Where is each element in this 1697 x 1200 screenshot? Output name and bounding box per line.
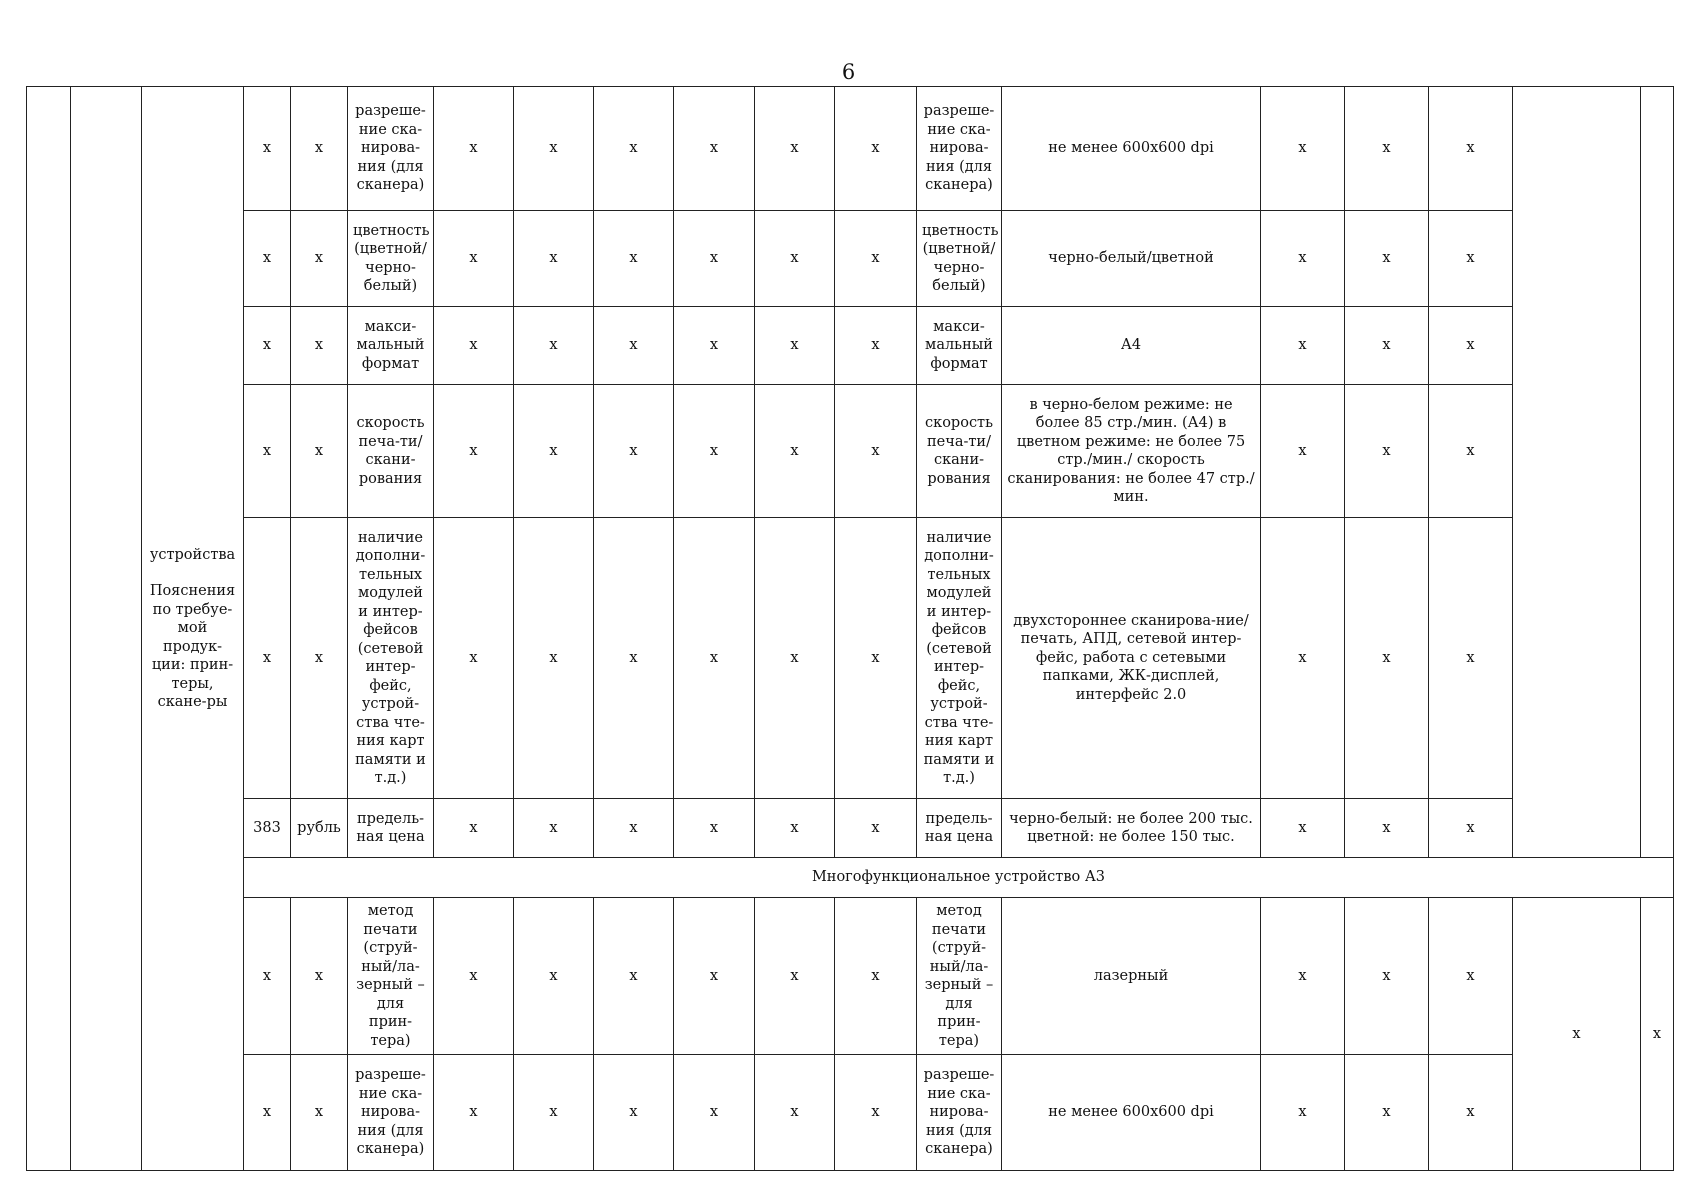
x-cell: x	[835, 1055, 917, 1171]
x-cell: x	[835, 799, 917, 858]
x-cell: x	[1429, 1055, 1513, 1171]
unit-cell: x	[291, 385, 348, 518]
x-cell: x	[755, 211, 835, 307]
x-cell: x	[514, 211, 594, 307]
characteristic-cell: разреше-ние ска-нирова-ния (для сканера)	[348, 1055, 434, 1171]
x-cell: x	[514, 307, 594, 385]
x-cell: x	[835, 211, 917, 307]
x-cell: x	[1261, 211, 1345, 307]
code-cell: x	[244, 385, 291, 518]
x-cell: x	[755, 518, 835, 799]
x-cell: x	[1345, 898, 1429, 1055]
x-cell: x	[434, 799, 514, 858]
x-cell: x	[514, 799, 594, 858]
x-cell: x	[594, 898, 674, 1055]
x-cell: x	[1429, 898, 1513, 1055]
x-cell: x	[674, 385, 755, 518]
code-cell: x	[244, 211, 291, 307]
table-row	[27, 1055, 1674, 1171]
x-cell: x	[1641, 898, 1674, 1171]
value-cell: двухстороннее сканирова-ние/печать, АПД, сетевой интер-фейс, работа с сетевыми папками, ЖК-дисплей, интерфейс 2.0	[1002, 518, 1261, 799]
x-cell: x	[755, 799, 835, 858]
characteristic-cell: наличие дополни-тельных модулей и интер-фейсов (сетевой интер-фейс, устрой-ства чте-ния карт памяти и т.д.)	[917, 518, 1002, 799]
unit-cell: x	[291, 898, 348, 1055]
table-row	[27, 799, 1674, 858]
code-cell: x	[244, 518, 291, 799]
x-cell: x	[594, 211, 674, 307]
value-cell: А4	[1002, 307, 1261, 385]
table-row	[27, 87, 1674, 211]
x-cell: x	[594, 307, 674, 385]
x-cell: x	[1345, 87, 1429, 211]
x-cell: x	[1261, 87, 1345, 211]
x-cell: x	[835, 307, 917, 385]
x-cell: x	[594, 799, 674, 858]
x-cell: x	[835, 87, 917, 211]
unit-cell: x	[291, 518, 348, 799]
unit-cell: рубль	[291, 799, 348, 858]
x-cell: x	[1345, 799, 1429, 858]
characteristic-cell: цветность (цветной/ черно-белый)	[348, 211, 434, 307]
x-cell: x	[755, 385, 835, 518]
x-cell: x	[514, 385, 594, 518]
value-cell: черно-белый: не более 200 тыс. цветной: не более 150 тыс.	[1002, 799, 1261, 858]
empty-cell	[27, 87, 71, 1171]
x-cell: x	[434, 211, 514, 307]
x-cell: x	[1345, 385, 1429, 518]
product-cell	[142, 87, 244, 1171]
x-cell: x	[434, 385, 514, 518]
x-cell: x	[594, 518, 674, 799]
page-number: 6	[841, 60, 856, 84]
x-cell: x	[835, 518, 917, 799]
x-cell: x	[1261, 518, 1345, 799]
x-cell: x	[674, 1055, 755, 1171]
code-cell: x	[244, 1055, 291, 1171]
x-cell: x	[1345, 211, 1429, 307]
product-line2: Пояснения по требуе-мой продук-ции: прин-теры, скане-ры	[149, 583, 236, 710]
characteristic-cell: предель-ная цена	[348, 799, 434, 858]
code-cell: 383	[244, 799, 291, 858]
x-cell: x	[1261, 898, 1345, 1055]
x-cell: x	[1261, 307, 1345, 385]
x-cell: x	[1429, 385, 1513, 518]
x-cell: x	[1345, 1055, 1429, 1171]
value-cell: не менее 600x600 dpi	[1002, 1055, 1261, 1171]
x-cell: x	[514, 518, 594, 799]
x-cell: x	[434, 1055, 514, 1171]
x-cell: x	[1261, 385, 1345, 518]
x-cell: x	[835, 385, 917, 518]
characteristic-cell: цветность (цветной/ черно-белый)	[917, 211, 1002, 307]
unit-cell: x	[291, 1055, 348, 1171]
code-cell: x	[244, 898, 291, 1055]
characteristic-cell: разреше-ние ска-нирова-ния (для сканера)	[917, 87, 1002, 211]
section-row	[27, 858, 1674, 898]
x-cell: x	[434, 518, 514, 799]
x-cell: x	[434, 87, 514, 211]
product-line1: устройства	[149, 546, 236, 563]
code-cell: x	[244, 87, 291, 211]
characteristic-cell: макси-мальный формат	[348, 307, 434, 385]
characteristic-cell: скорость печа-ти/скани-рования	[348, 385, 434, 518]
x-cell: x	[594, 385, 674, 518]
value-cell: в черно-белом режиме: не более 85 стр./мин. (А4) в цветном режиме: не более 75 стр./мин./ скорость сканирования: не более 47 стр./мин.	[1002, 385, 1261, 518]
x-cell: x	[674, 518, 755, 799]
x-cell: x	[1429, 307, 1513, 385]
section-title: Многофункциональное устройство А3	[244, 858, 1674, 898]
x-cell: x	[1429, 799, 1513, 858]
x-cell: x	[1429, 518, 1513, 799]
table-row	[27, 211, 1674, 307]
empty-cell	[1641, 87, 1674, 858]
x-cell: x	[514, 1055, 594, 1171]
x-cell: x	[1513, 898, 1641, 1171]
empty-cell	[71, 87, 142, 1171]
characteristic-cell: макси-мальный формат	[917, 307, 1002, 385]
x-cell: x	[755, 307, 835, 385]
x-cell: x	[674, 898, 755, 1055]
x-cell: x	[514, 87, 594, 211]
x-cell: x	[434, 307, 514, 385]
characteristic-cell: метод печати (струй-ный/ла-зерный – для прин-тера)	[917, 898, 1002, 1055]
x-cell: x	[594, 87, 674, 211]
x-cell: x	[1261, 799, 1345, 858]
code-cell: x	[244, 307, 291, 385]
x-cell: x	[674, 307, 755, 385]
characteristic-cell: разреше-ние ска-нирова-ния (для сканера)	[348, 87, 434, 211]
characteristic-cell: разреше-ние ска-нирова-ния (для сканера)	[917, 1055, 1002, 1171]
characteristic-cell: метод печати (струй-ный/ла-зерный – для прин-тера)	[348, 898, 434, 1055]
x-cell: x	[835, 898, 917, 1055]
value-cell: не менее 600x600 dpi	[1002, 87, 1261, 211]
x-cell: x	[755, 87, 835, 211]
x-cell: x	[1345, 518, 1429, 799]
x-cell: x	[1261, 1055, 1345, 1171]
x-cell: x	[434, 898, 514, 1055]
table-row	[27, 385, 1674, 518]
value-cell: лазерный	[1002, 898, 1261, 1055]
characteristic-cell: предель-ная цена	[917, 799, 1002, 858]
characteristic-cell: скорость печа-ти/скани-рования	[917, 385, 1002, 518]
x-cell: x	[674, 87, 755, 211]
specification-table	[26, 86, 1674, 1171]
unit-cell: x	[291, 211, 348, 307]
empty-cell	[1513, 87, 1641, 858]
table-row	[27, 307, 1674, 385]
table-row	[27, 518, 1674, 799]
x-cell: x	[674, 799, 755, 858]
table-row	[27, 898, 1674, 1055]
characteristic-cell: наличие дополни-тельных модулей и интер-фейсов (сетевой интер-фейс, устрой-ства чте-ния карт памяти и т.д.)	[348, 518, 434, 799]
x-cell: x	[1345, 307, 1429, 385]
x-cell: x	[514, 898, 594, 1055]
x-cell: x	[1429, 211, 1513, 307]
x-cell: x	[594, 1055, 674, 1171]
x-cell: x	[674, 211, 755, 307]
unit-cell: x	[291, 307, 348, 385]
x-cell: x	[755, 898, 835, 1055]
value-cell: черно-белый/цветной	[1002, 211, 1261, 307]
x-cell: x	[1429, 87, 1513, 211]
x-cell: x	[755, 1055, 835, 1171]
unit-cell: x	[291, 87, 348, 211]
